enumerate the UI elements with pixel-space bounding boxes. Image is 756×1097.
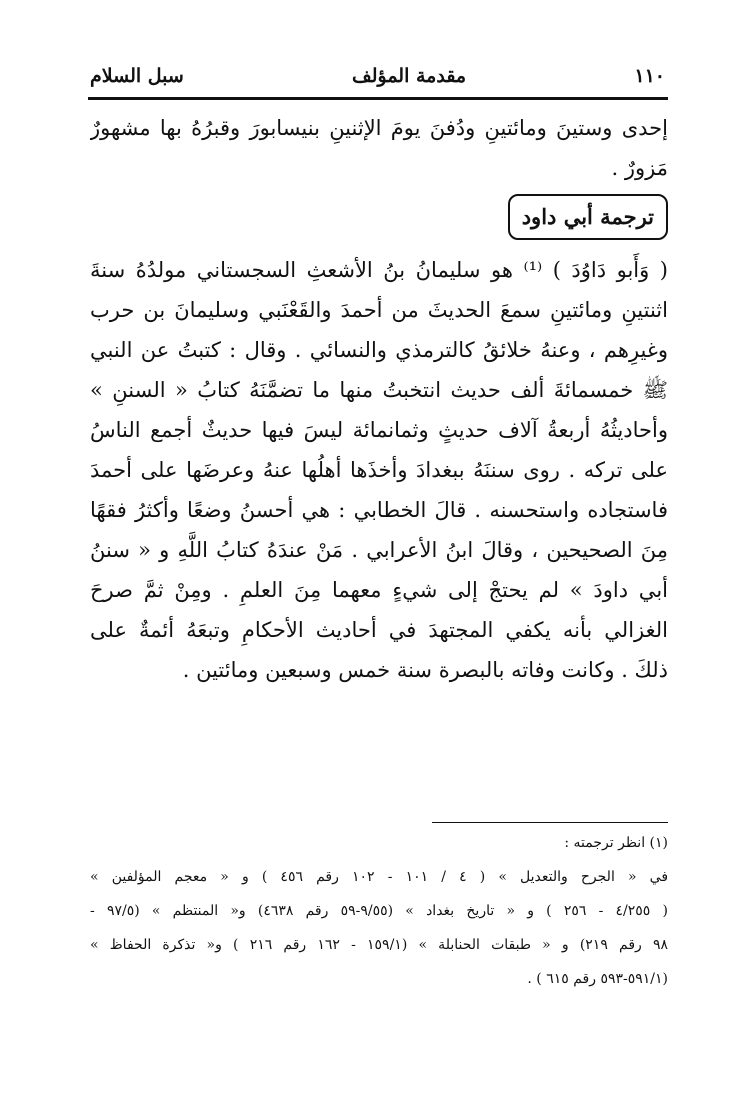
text-line: اثنتينِ ومائتينِ سمعَ الحديثَ من أحمدَ والقَعْنَبي وسليمانَ بن حرب xyxy=(90,298,668,322)
text-line: وغيرِهم ، وعنهُ خلائقُ كالترمذي والنسائي . وقال : كتبتُ عن النبي xyxy=(90,338,668,362)
text-line: مِنَ الصحيحين ، وقالَ ابنُ الأعرابي . مَنْ عندَهُ كتابُ اللَّهِ و « سننُ xyxy=(90,538,668,562)
intro-line: إحدى وستينَ ومائتينِ ودُفنَ يومَ الإثنينِ بنيسابورَ وقبرُهُ بها مشهورٌ xyxy=(90,116,668,140)
footnote-rule xyxy=(432,822,668,823)
page-number: ١١٠ xyxy=(634,65,665,87)
text-line: ﷺ خمسمائةَ ألف حديث انتخبتُ منها ما تضمَّنَهُ كتابُ « السننِ » xyxy=(90,378,668,402)
intro-line: مَزورٌ . xyxy=(611,156,668,180)
text-line: ( وَأَبو دَاوُدَ ) ⁽¹⁾ هو سليمانُ بنُ الأشعثِ السجستاني مولدُهُ سنةَ xyxy=(90,258,668,282)
running-header xyxy=(90,58,665,94)
header-rule xyxy=(88,97,668,100)
footnotes xyxy=(90,826,668,996)
footnote-line: في « الجرح والتعديل » ( ٤ / ١٠١ - ١٠٢ رقم ٤٥٦ ) و « معجم المؤلفين » xyxy=(90,869,668,885)
text-line: وأحاديثُهُ أربعةُ آلاف حديثٍ وثمانمائة ليسَ فيها حديثٌ أجمع الناسُ xyxy=(90,418,668,442)
section-title-box: ترجمة أبي داود xyxy=(508,194,668,240)
footnote-line: (١) انظر ترجمته : xyxy=(564,835,668,851)
text-line: على تركه . روى سننَهُ ببغدادَ وأخذَها أهلُها عنهُ وعرضَها على أحمدَ xyxy=(90,458,668,482)
footnote-line: ( ٤/٢٥٥ - ٢٥٦ ) و « تاريخ بغداد » (٩/٥٥-٥٩ رقم ٤٦٣٨) و« المنتظم » (٩٧/٥ - xyxy=(90,903,668,919)
book-title: سبل السلام xyxy=(90,65,184,87)
main-text xyxy=(90,108,668,690)
footnote-line: (٥٩١/١-٥٩٣ رقم ٦١٥ ) . xyxy=(527,971,668,987)
text-line: الغزالي بأنه يكفي المجتهدَ في أحاديث الأحكامِ وتبعَهُ أئمةٌ على xyxy=(90,618,668,642)
text-line: فاستجاده واستحسنه . قالَ الخطابي : هي أحسنُ وضعًا وأكثرُ فقهًا xyxy=(90,498,668,522)
section-heading xyxy=(90,188,668,250)
text-line: أبي داودَ » لم يحتجْ إلى شيءٍ معهما مِنَ العلمِ . ومِنْ ثمَّ صرحَ xyxy=(90,578,668,602)
chapter-title: مقدمة المؤلف xyxy=(352,65,467,87)
text-line: ذلكَ . وكانت وفاته بالبصرة سنة خمس وسبعين ومائتين . xyxy=(182,658,668,682)
footnote-line: ٩٨ رقم ٢١٩) و « طبقات الحنابلة » (١٥٩/١ - ١٦٢ رقم ٢١٦ ) و« تذكرة الحفاظ » xyxy=(90,937,668,953)
